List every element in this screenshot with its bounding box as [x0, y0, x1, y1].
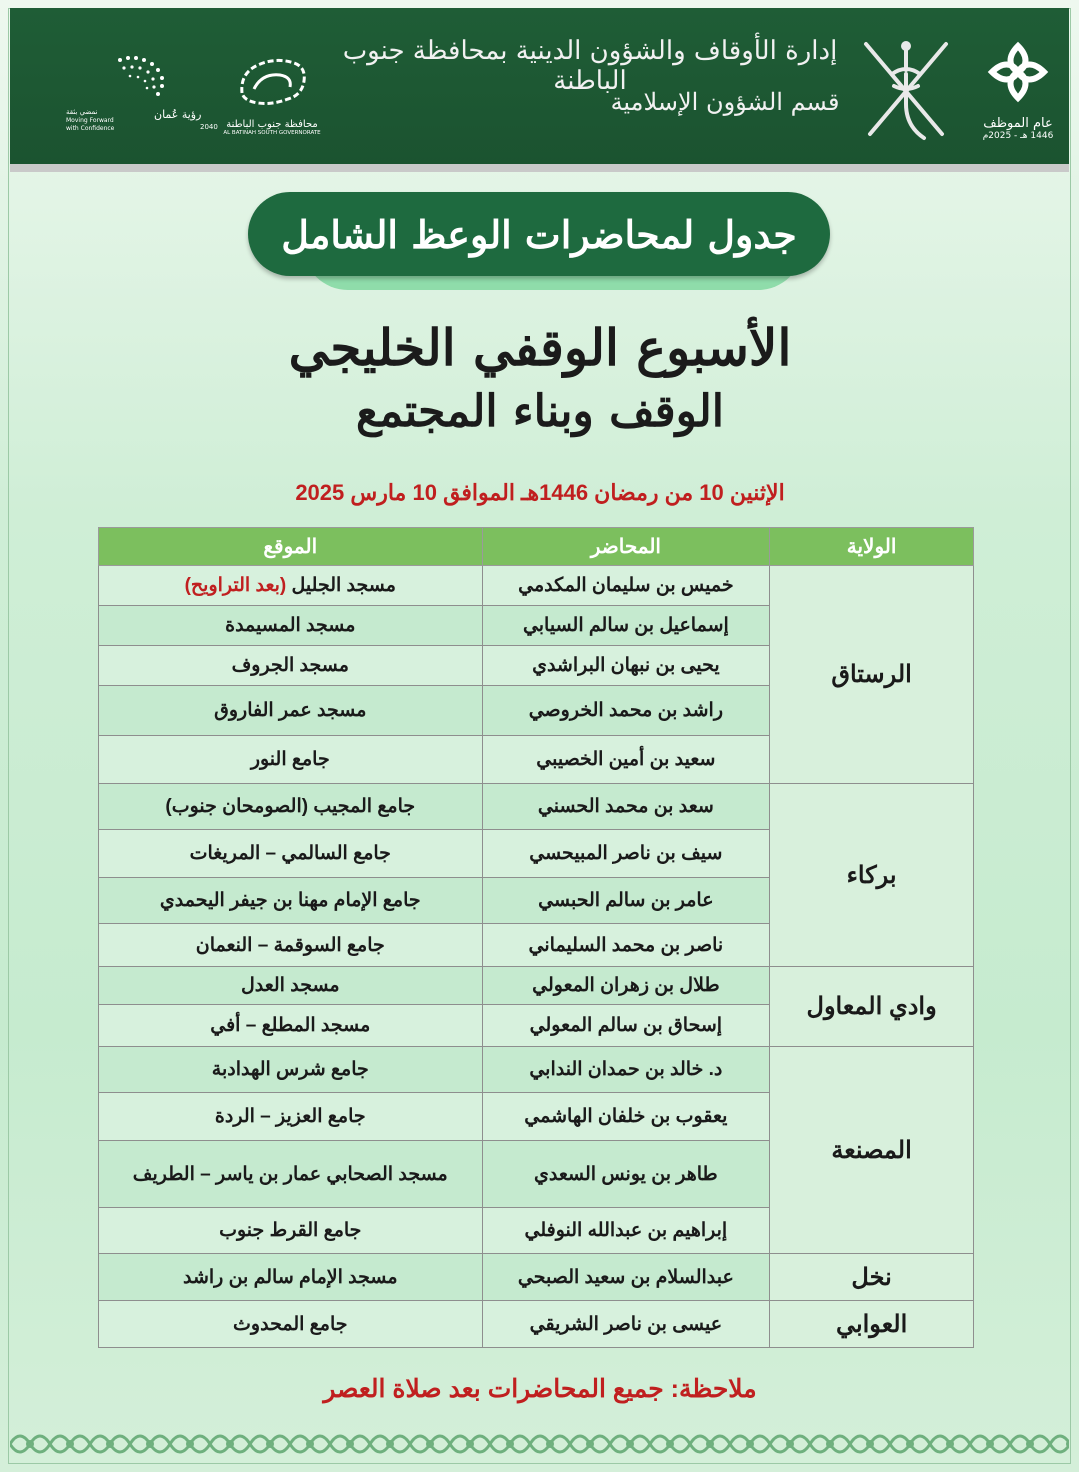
vision-tagline-ar: نمضي بثقة	[66, 108, 98, 116]
location-cell: مسجد العدل	[99, 967, 483, 1005]
vision-swirl-icon	[100, 50, 180, 110]
vision-year: 2040	[200, 123, 218, 131]
location-name: مسجد الجليل	[291, 575, 396, 596]
table-row	[99, 1047, 974, 1093]
vision-tagline-en2: with Confidence	[66, 125, 115, 132]
flower-logo-icon	[986, 38, 1050, 108]
subtitle-line1: الأسبوع الوقفي الخليجي	[288, 318, 792, 377]
location-cell: جامع القرط جنوب	[99, 1208, 483, 1254]
lecturer-cell: طلال بن زهران المعولي	[482, 967, 770, 1005]
table-row	[99, 1301, 974, 1348]
governorate-map-icon	[232, 53, 312, 113]
location-cell: جامع المجيب (الصومحان جنوب)	[99, 784, 483, 830]
wilayat-cell: المصنعة	[770, 1047, 974, 1254]
governorate-logo-english: AL BATINAH SOUTH GOVERNORATE	[223, 130, 321, 136]
footer-knot-pattern-icon	[10, 1424, 1069, 1464]
lecturer-cell: إبراهيم بن عبدالله النوفلي	[482, 1208, 770, 1254]
title-pill	[248, 192, 830, 276]
table-row	[99, 784, 974, 830]
location-cell: مسجد الإمام سالم بن راشد	[99, 1254, 483, 1301]
lecturer-cell: طاهر بن يونس السعدي	[482, 1141, 770, 1208]
header-title-line2: قسم الشؤون الإسلامية	[610, 88, 840, 116]
lecturer-cell: يحيى بن نبهان البراشدي	[482, 646, 770, 686]
oman-vision-logo	[60, 50, 220, 140]
location-cell	[99, 566, 483, 606]
wilayat-cell: وادي المعاول	[770, 967, 974, 1047]
lecturer-cell: سيف بن ناصر المبيحسي	[482, 830, 770, 878]
location-cell: مسجد المسيمدة	[99, 606, 483, 646]
location-cell: مسجد الجروف	[99, 646, 483, 686]
table-row	[99, 1254, 974, 1301]
vision-tagline-en1: Moving Forward	[66, 117, 114, 124]
location-cell: مسجد عمر الفاروق	[99, 686, 483, 736]
header-wilayat: الولاية	[770, 528, 974, 566]
table-header-row	[99, 528, 974, 566]
location-cell: جامع النور	[99, 736, 483, 784]
location-note: (بعد التراويح)	[184, 575, 287, 596]
table-row	[99, 967, 974, 1005]
location-cell: جامع المحدوث	[99, 1301, 483, 1348]
lecturer-cell: عيسى بن ناصر الشريقي	[482, 1301, 770, 1348]
location-cell: مسجد المطلع – أفي	[99, 1005, 483, 1047]
lecturer-cell: د. خالد بن حمدان الندابي	[482, 1047, 770, 1093]
lecturer-cell: سعيد بن أمين الخصيبي	[482, 736, 770, 784]
title-banner	[248, 192, 830, 292]
year-logo-date: 1446 هـ - 2025م	[982, 131, 1054, 141]
location-cell: جامع شرس الهدادبة	[99, 1047, 483, 1093]
wilayat-cell: نخل	[770, 1254, 974, 1301]
page-title: جدول لمحاضرات الوعظ الشامل	[281, 211, 797, 257]
wilayat-cell: بركاء	[770, 784, 974, 967]
wilayat-cell: العوابي	[770, 1301, 974, 1348]
location-cell: جامع العزيز – الردة	[99, 1093, 483, 1141]
governorate-logo-name: محافظة جنوب الباطنة	[226, 119, 318, 130]
header-lecturer: المحاضر	[482, 528, 770, 566]
header-title-line1: إدارة الأوقاف والشؤون الدينية بمحافظة جنوب الباطنة	[342, 36, 838, 96]
footer-note: ملاحظة: جميع المحاضرات بعد صلاة العصر	[323, 1375, 757, 1403]
lecturer-cell: خميس بن سليمان المكدمي	[482, 566, 770, 606]
location-cell: مسجد الصحابي عمار بن ياسر – الطريف	[99, 1141, 483, 1208]
lecturer-cell: عبدالسلام بن سعيد الصبحي	[482, 1254, 770, 1301]
lecturer-cell: إسماعيل بن سالم السيابي	[482, 606, 770, 646]
table-row	[99, 566, 974, 606]
vision-name: رؤية عُمان	[154, 108, 202, 121]
location-cell: جامع السالمي – المريغات	[99, 830, 483, 878]
location-cell: جامع الإمام مهنا بن جيفر اليحمدي	[99, 878, 483, 924]
location-cell: جامع السوقمة – النعمان	[99, 924, 483, 967]
lecturer-cell: راشد بن محمد الخروصي	[482, 686, 770, 736]
khanjar-emblem-icon	[858, 30, 954, 146]
header-location: الموقع	[99, 528, 483, 566]
lecturer-cell: سعد بن محمد الحسني	[482, 784, 770, 830]
year-logo-name: عام الموظف	[983, 116, 1053, 131]
year-of-employee-logo	[978, 38, 1058, 148]
wilayat-cell: الرستاق	[770, 566, 974, 784]
schedule-table	[98, 527, 974, 1348]
governorate-logo	[222, 53, 322, 143]
subtitle-line2: الوقف وبناء المجتمع	[355, 386, 725, 437]
lecturer-cell: يعقوب بن خلفان الهاشمي	[482, 1093, 770, 1141]
lecturer-cell: إسحاق بن سالم المعولي	[482, 1005, 770, 1047]
date-line: الإثنين 10 من رمضان 1446هـ الموافق 10 مارس 2025	[295, 480, 785, 505]
header-band	[10, 8, 1069, 172]
lecturer-cell: ناصر بن محمد السليماني	[482, 924, 770, 967]
lecturer-cell: عامر بن سالم الحبسي	[482, 878, 770, 924]
